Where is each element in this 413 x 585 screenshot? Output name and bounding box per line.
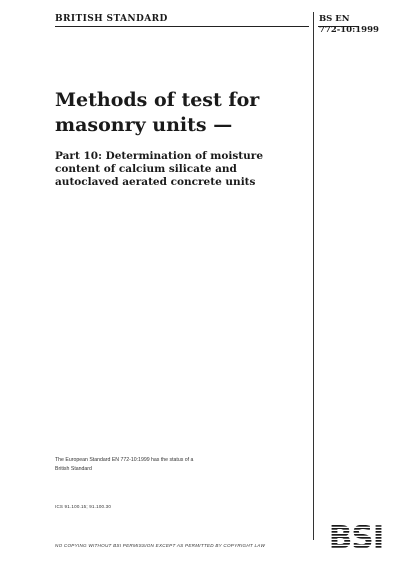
document-subtitle-line3: autoclaved aerated concrete units bbox=[55, 176, 256, 188]
document-subtitle-line1: Part 10: Determination of moisture bbox=[55, 150, 264, 162]
document-number bbox=[319, 14, 379, 36]
status-note bbox=[55, 456, 295, 474]
document-title-line1: Methods of test for bbox=[55, 89, 260, 111]
status-note-line2: British Standard bbox=[55, 466, 92, 472]
status-note-line1: The European Standard EN 772-10:1999 has the status of a bbox=[55, 457, 194, 463]
vertical-divider bbox=[313, 12, 314, 540]
document-title-line2: masonry units — bbox=[55, 114, 233, 136]
header-rule-left bbox=[55, 26, 309, 27]
ics-code: ICS 91.100.15; 91.100.30 bbox=[55, 504, 112, 509]
bsi-logo bbox=[322, 519, 390, 553]
document-number-line2: 772-10:1999 bbox=[319, 25, 379, 35]
document-subtitle bbox=[55, 150, 310, 189]
document-subtitle-line2: content of calcium silicate and bbox=[55, 163, 237, 175]
standard-type-label: BRITISH STANDARD bbox=[55, 14, 168, 24]
document-number-line1: BS EN bbox=[319, 14, 350, 24]
document-title bbox=[55, 88, 310, 138]
copyright-notice: NO COPYING WITHOUT BSI PERMISSION EXCEPT AS PERMITTED BY COPYRIGHT LAW bbox=[55, 543, 266, 548]
